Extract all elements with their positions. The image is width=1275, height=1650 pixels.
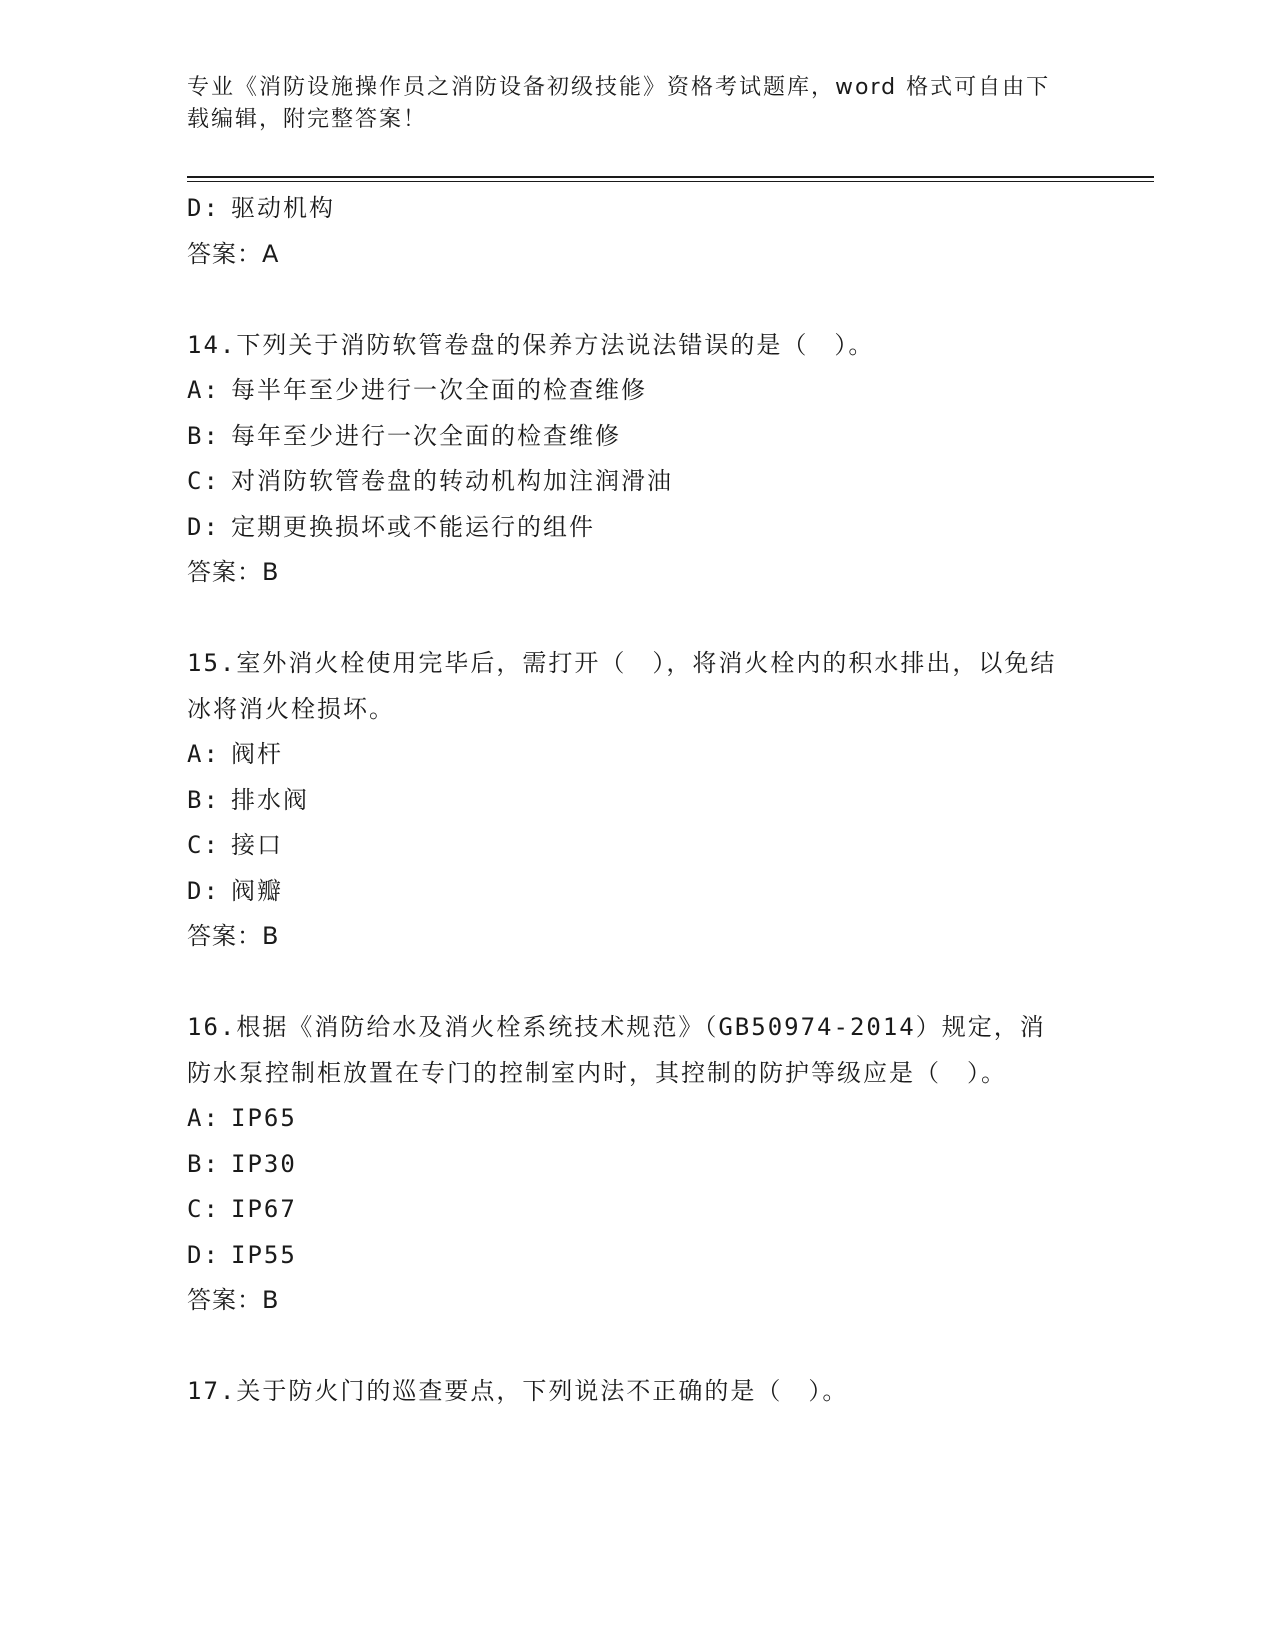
option-text: IP30 bbox=[231, 1149, 297, 1178]
header-divider-thick bbox=[187, 176, 1154, 178]
option-a bbox=[187, 1096, 1087, 1142]
question-list bbox=[187, 186, 1087, 1415]
answer-line: 答案：B bbox=[187, 558, 280, 586]
question-stem: 15.室外消火栓使用完毕后，需打开（ ），将消火栓内的积水排出，以免结冰将消火栓损坏。 bbox=[187, 649, 1057, 723]
option-a bbox=[187, 732, 1087, 778]
option-text: 驱动机构 bbox=[231, 194, 335, 222]
question-stem: 16.根据《消防给水及消火栓系统技术规范》（GB50974-2014）规定，消防水泵控制柜放置在专门的控制室内时，其控制的防护等级应是（ ）。 bbox=[187, 1013, 1046, 1087]
option-label: C: bbox=[187, 831, 220, 859]
option-label: D: bbox=[187, 512, 220, 541]
option-label: D: bbox=[187, 194, 220, 222]
question-stem: 17.关于防火门的巡查要点，下列说法不正确的是（ ）。 bbox=[187, 1377, 849, 1405]
option-b bbox=[187, 414, 1087, 460]
option-text: 阀杆 bbox=[231, 740, 283, 768]
option-c bbox=[187, 1187, 1087, 1233]
option-label: C: bbox=[187, 467, 220, 495]
option-text: 对消防软管卷盘的转动机构加注润滑油 bbox=[231, 467, 673, 495]
option-text: 每年至少进行一次全面的检查维修 bbox=[231, 421, 621, 450]
option-d bbox=[187, 505, 1087, 551]
option-label: D: bbox=[187, 876, 220, 905]
option-label: C: bbox=[187, 1195, 220, 1223]
option-text: IP55 bbox=[231, 1240, 297, 1269]
option-label: A: bbox=[187, 376, 220, 404]
option-b bbox=[187, 778, 1087, 824]
option-label: B: bbox=[187, 1149, 220, 1178]
option-d bbox=[187, 186, 1087, 232]
option-text: 阀瓣 bbox=[231, 876, 283, 905]
option-b bbox=[187, 1142, 1087, 1188]
option-a bbox=[187, 368, 1087, 414]
option-label: A: bbox=[187, 1104, 220, 1132]
option-label: B: bbox=[187, 421, 220, 450]
question-stem: 14.下列关于消防软管卷盘的保养方法说法错误的是（ ）。 bbox=[187, 330, 875, 359]
answer-line: 答案：B bbox=[187, 1286, 280, 1314]
option-text: 接口 bbox=[231, 831, 283, 859]
option-label: D: bbox=[187, 1240, 220, 1269]
option-c bbox=[187, 823, 1087, 869]
page-header: 专业《消防设施操作员之消防设备初级技能》资格考试题库，word 格式可自由下载编辑，附完整答案！ bbox=[187, 75, 1051, 132]
option-d bbox=[187, 869, 1087, 915]
option-d bbox=[187, 1233, 1087, 1279]
option-c bbox=[187, 459, 1087, 505]
option-text: 定期更换损坏或不能运行的组件 bbox=[231, 512, 595, 541]
option-text: 排水阀 bbox=[231, 785, 309, 814]
option-label: A: bbox=[187, 740, 220, 768]
answer-line: 答案：A bbox=[187, 239, 280, 268]
option-label: B: bbox=[187, 785, 220, 814]
header-divider-thin bbox=[187, 181, 1154, 182]
answer-line: 答案：B bbox=[187, 922, 280, 950]
option-text: IP65 bbox=[231, 1104, 297, 1132]
option-text: 每半年至少进行一次全面的检查维修 bbox=[231, 376, 647, 404]
option-text: IP67 bbox=[231, 1195, 297, 1223]
